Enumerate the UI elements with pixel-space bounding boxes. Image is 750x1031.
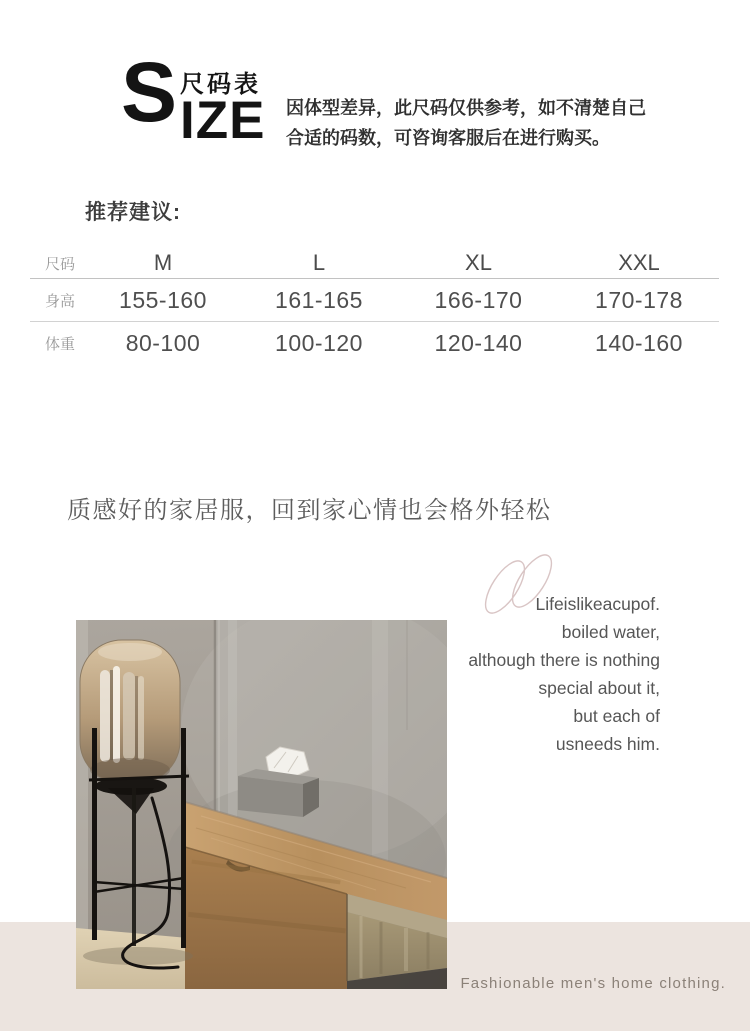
height-xxl: 170-178: [595, 286, 683, 313]
quote-line: although there is nothing: [468, 650, 660, 670]
size-col-l: L: [312, 250, 326, 275]
size-note: [286, 93, 706, 153]
size-table-corner-label: 尺码: [45, 255, 76, 273]
footer-tagline: Fashionable men's home clothing.: [460, 975, 726, 992]
size-col-m: M: [153, 250, 173, 275]
slogan-text: 质感好的家居服，回到家心情也会格外轻松: [67, 497, 552, 524]
english-quote: [468, 590, 660, 758]
size-table-header-row: [30, 248, 719, 278]
height-l: 161-165: [275, 286, 363, 313]
lamp-shadow: [83, 947, 193, 965]
size-note-line1: 因体型差异，此尺码仅供参考，如不清楚自己: [286, 98, 646, 118]
height-m: 155-160: [119, 286, 207, 313]
weight-row: [30, 322, 719, 364]
size-table: [30, 248, 719, 364]
quote-line: but each of: [573, 706, 660, 726]
recommendation-title: 推荐建议:: [85, 201, 181, 224]
logo-letters-ize: IZE: [180, 91, 266, 150]
height-xl: 166-170: [434, 286, 523, 313]
height-row-label: 身高: [45, 292, 76, 310]
logo-letter-s: S: [121, 45, 178, 139]
quote-line: boiled water,: [561, 622, 660, 642]
size-col-xxl: XXL: [618, 250, 660, 275]
photo-scene: [76, 620, 447, 989]
logo-chinese-label: 尺码表: [180, 71, 262, 98]
logo-right-column: [180, 64, 266, 150]
weight-xxl: 140-160: [595, 329, 683, 356]
lifestyle-photo: [76, 620, 447, 989]
size-chart-logo: [121, 45, 266, 150]
weight-xl: 120-140: [434, 329, 523, 356]
weight-l: 100-120: [275, 329, 363, 356]
size-note-line2: 合适的码数，可咨询客服后在进行购买。: [286, 128, 610, 148]
size-col-xl: XL: [465, 250, 492, 275]
quote-line: Lifeislikeacupof.: [535, 594, 660, 614]
quote-line: usneeds him.: [555, 734, 660, 754]
quote-line: special about it,: [538, 678, 660, 698]
height-row: [30, 279, 719, 321]
weight-row-label: 体重: [45, 335, 76, 353]
weight-m: 80-100: [125, 329, 201, 356]
